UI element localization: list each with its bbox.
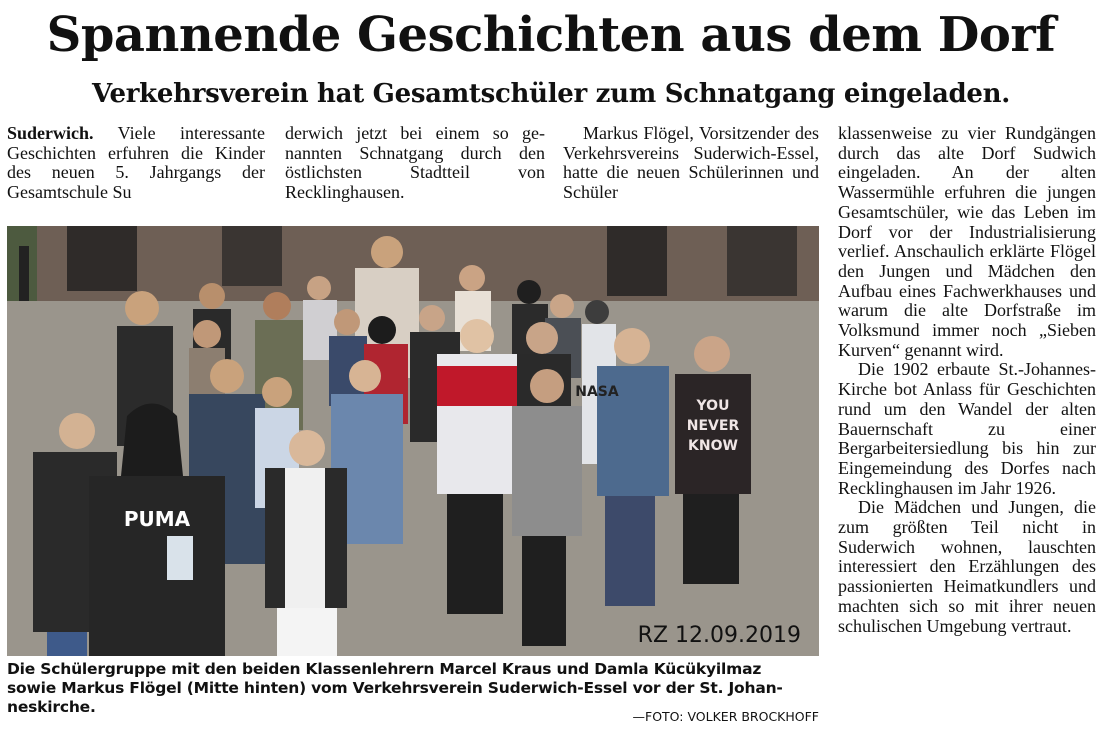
column-4-paragraph-1: klassenweise zu vier Rundgängen durch das alte Dorf Sudwich eingeladen. An der alten Wassermühle erfuhren die jungen Gesamtschüler, wie das Leben im Dorf vor der Industrialisierung verlief. Anschaulich erklärte Flögel den Jungen und Mädchen den Aufbau eines Fachwerkhauses und warum die alte Dorfstraße im Volksmund immer noch „Sieben Kurven“ genannt wird. bbox=[838, 123, 1096, 360]
shirt-text-nasa: NASA bbox=[575, 384, 619, 400]
column-3-text: Markus Flögel, Vorsitzender des Verkehrsvereins Suderwich-Essel, hatte die neuen Schülerinnen und Schüler bbox=[563, 123, 819, 203]
shirt-text-you: YOU bbox=[696, 398, 730, 414]
caption-line-3: neskirche. bbox=[7, 698, 96, 716]
column-4-paragraph-2: Die 1902 erbaute St.-Johannes-Kirche bot Anlass für Geschichten rund um den Wandel der alten Bauernschaft zu einer Bergarbeitersiedlung bis hin zur Eingemeindung des Dorfes nach Recklinghausen im Jahr 1926. bbox=[838, 359, 1096, 498]
photo-credit: —FOTO: VOLKER BROCKHOFF bbox=[632, 709, 819, 724]
article-subheadline: Verkehrsverein hat Gesamtschüler zum Schnatgang eingeladen. bbox=[92, 79, 1010, 109]
article-headline: Spannende Geschichten aus dem Dorf bbox=[46, 7, 1056, 63]
church-door-middle bbox=[222, 226, 282, 286]
column-4-paragraph-3: Die Mädchen und Jungen, die zum größten Teil nicht in Suderwich wohnen, lauschten interessiert den Erzählungen des passionierten Heimatkundlers und machten sich so mit ihrer neuen schulischen Umgebung vertraut. bbox=[838, 497, 1096, 636]
text-column-1 bbox=[7, 124, 265, 203]
caption-line-1: Die Schülergruppe mit den beiden Klassenlehrern Marcel Kraus und Damla Kücükyilmaz bbox=[7, 660, 762, 678]
lead-location: Suderwich. bbox=[7, 123, 94, 143]
church-door-left bbox=[67, 226, 137, 291]
group-photo bbox=[7, 226, 819, 656]
column-1-text: Viele interessante Geschichten erfuhren die Kinder des neuen 5. Jahrgangs der Gesamtschule Su bbox=[7, 123, 265, 203]
text-column-3 bbox=[563, 124, 819, 203]
church-door-far-right bbox=[727, 226, 797, 296]
text-column-2 bbox=[285, 124, 545, 203]
column-2-text: derwich jetzt bei einem so genannten Schnatgang durch den östlichsten Stadtteil von Recklinghausen. bbox=[285, 123, 545, 203]
photo-illustration bbox=[7, 226, 819, 656]
text-column-4 bbox=[838, 124, 1096, 636]
photo-date-stamp: RZ 12.09.2019 bbox=[637, 623, 801, 648]
caption-line-2: sowie Markus Flögel (Mitte hinten) vom Verkehrsverein Suderwich-Essel vor der St. Johan- bbox=[7, 679, 783, 697]
shirt-text-never: NEVER bbox=[686, 418, 740, 434]
shirt-text-know: KNOW bbox=[688, 438, 738, 454]
church-door-right bbox=[607, 226, 667, 296]
shirt-text-puma: PUMA bbox=[123, 507, 191, 531]
